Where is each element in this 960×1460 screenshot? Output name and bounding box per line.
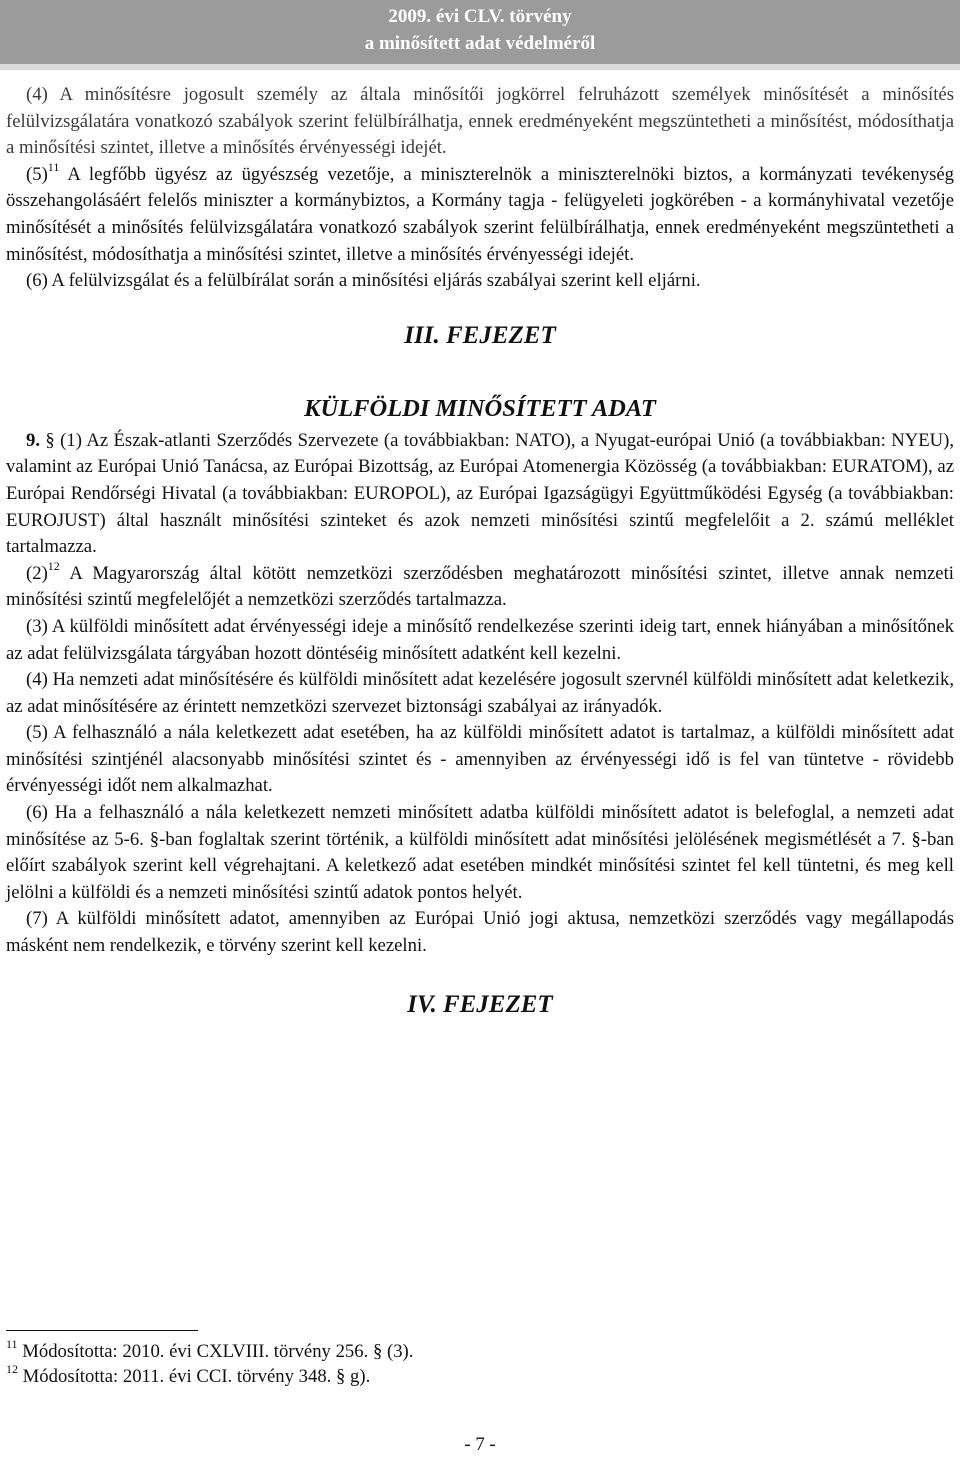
paragraph-text-c: -ban előírt szabályok szerint kell végrehajtani. A keletkező adat esetében mindkét minősítési szintet fel kell tüntetni, és meg kell jelölni a külföldi és a nemzeti minősítési szintű adatok pontos helyét. — [6, 828, 954, 903]
footnote-text: Módosította: 2010. évi CXLVIII. törvény 256. — [22, 1341, 373, 1362]
page-content — [6, 82, 954, 1020]
paragraph-number: (5) — [26, 163, 48, 185]
header-law-title: 2009. évi CLV. törvény — [388, 6, 572, 27]
header-divider — [0, 64, 960, 70]
chapter-title: KÜLFÖLDI MINŐSÍTETT ADAT — [304, 394, 656, 422]
section-symbol: § — [149, 828, 160, 850]
section-9-3: (3) A külföldi minősített adat érvényességi ideje a minősítő rendelkezése szerinti ideig tart, ennek hiányában a minősítőnek az adat felülvizsgálata tárgyában hozott döntéséig minősített adatként kell kezelni. — [6, 615, 954, 664]
page-number: - 7 - — [464, 1434, 496, 1455]
footnote-number: 12 — [6, 1362, 18, 1376]
section-9-6 — [6, 800, 954, 906]
paragraph-text: A Magyarország által kötött nemzetközi szerződésben meghatározott minősítési szintet, illetve annak nemzeti minősítési szintű megfelelőjét a nemzetközi szerződés tartalmazza. — [6, 562, 954, 611]
footnote-ref-11[interactable]: 11 — [47, 159, 60, 174]
paragraph-text: A legfőbb ügyész az ügyészség vezetője, a miniszterelnök a miniszterelnöki biztos, a kormányzati tevékenység összehangolásáért felelős miniszter a kormánybiztos, a Kormány tagja - felügyeleti jogkörében - a kormányhivatal vezetője minősítését a minősítés felülvizsgálatára vonatkozó szabályok szerint felülbírálhatja, ennek eredményeként megszüntetheti a minősítést, módosíthatja a minősítési szintet, illetve a minősítés érvényességi idejét. — [6, 163, 954, 265]
footnote-tail: g). — [345, 1366, 371, 1387]
footnote-ref-12[interactable]: 12 — [47, 558, 60, 573]
section-symbol: § — [372, 1341, 383, 1362]
footnote-number: 11 — [6, 1337, 18, 1351]
footnote-text: Módosította: 2011. évi CCI. törvény 348. — [22, 1366, 337, 1387]
footnote-tail: (3). — [382, 1341, 414, 1362]
chapter-heading-iii: III. FEJEZET — [404, 321, 556, 349]
section-symbol: § — [45, 429, 55, 451]
section-symbol: § — [911, 828, 921, 850]
paragraph-text-b: -ban foglaltak szerint történik, a külföldi minősített adat minősítési jelölésének megismétlését a 7. — [159, 828, 912, 850]
header-law-subtitle: a minősített adat védelméről — [364, 33, 596, 54]
paragraph-number: (2) — [26, 562, 48, 584]
section-9-5: (5) A felhasználó a nála keletkezett adat esetében, ha az külföldi minősített adatot is tartalmaz, a külföldi minősített adat minősítési szintjénél alacsonyabb minősítési szintet és - amennyiben az érvényességi idő is fel van tüntetve - rövidebb érvényességi időt nem alkalmazhat. — [6, 722, 954, 797]
section-9-2 — [6, 558, 954, 614]
section-9-7: (7) A külföldi minősített adatot, amennyiben az Európai Unió jogi aktusa, nemzetközi szerződés vagy megállapodás másként nem rendelkezik, e törvény szerint kell kezelni. — [6, 908, 954, 957]
paragraph-text-a: (6) Ha a felhasználó a nála keletkezett nemzeti minősített adatba külföldi minősített adatot is belefoglal, a nemzeti adat minősítése az 5-6. — [6, 802, 954, 850]
footnote-11 — [6, 1339, 954, 1364]
footnote-divider — [6, 1330, 198, 1331]
paragraph-8-5 — [6, 159, 954, 268]
section-number: 9. — [26, 429, 41, 451]
document-header — [0, 0, 960, 64]
section-symbol: § — [336, 1366, 346, 1387]
section-9-1 — [6, 428, 954, 561]
footnotes — [6, 1330, 954, 1389]
footnote-12 — [6, 1364, 954, 1389]
paragraph-8-6: (6) A felülvizsgálat és a felülbírálat során a minősítési eljárás szabályai szerint kell eljárni. — [26, 270, 701, 292]
paragraph-text: (1) Az Észak-atlanti Szerződés Szervezete (a továbbiakban: NATO), a Nyugat-európai Unió (a továbbiakban: NYEU), valamint az Európai Unió Tanácsa, az Európai Bizottság, az Európai Atomenergia Közösség (a továbbiakban: EURATOM), az Európai Rendőrségi Hivatal (a továbbiakban: EUROPOL), az Európai Igazságügyi Együttműködési Egység (a továbbiakban: EUROJUST) által használt minősítési szinteket és azok nemzeti minősítési szintű megfelelőit a 2. számú melléklet tartalmazza. — [6, 429, 955, 558]
paragraph-8-4: (4) A minősítésre jogosult személy az általa minősítői jogkörrel felruházott személyek minősítését a minősítés felülvizsgálatára vonatkozó szabályok szerint felülbírálhatja, ennek eredményeként megszüntetheti a minősítést, módosíthatja a minősítési szintet, illetve a minősítés érvényességi idejét. — [6, 84, 954, 159]
section-9-4: (4) Ha nemzeti adat minősítésére és külföldi minősített adat kezelésére jogosult szervnél külföldi minősített adat keletkezik, az adat minősítésére az érintett nemzetközi szervezet biztonsági szabályai az irányadók. — [6, 669, 954, 717]
chapter-heading-iv: IV. FEJEZET — [407, 990, 553, 1018]
